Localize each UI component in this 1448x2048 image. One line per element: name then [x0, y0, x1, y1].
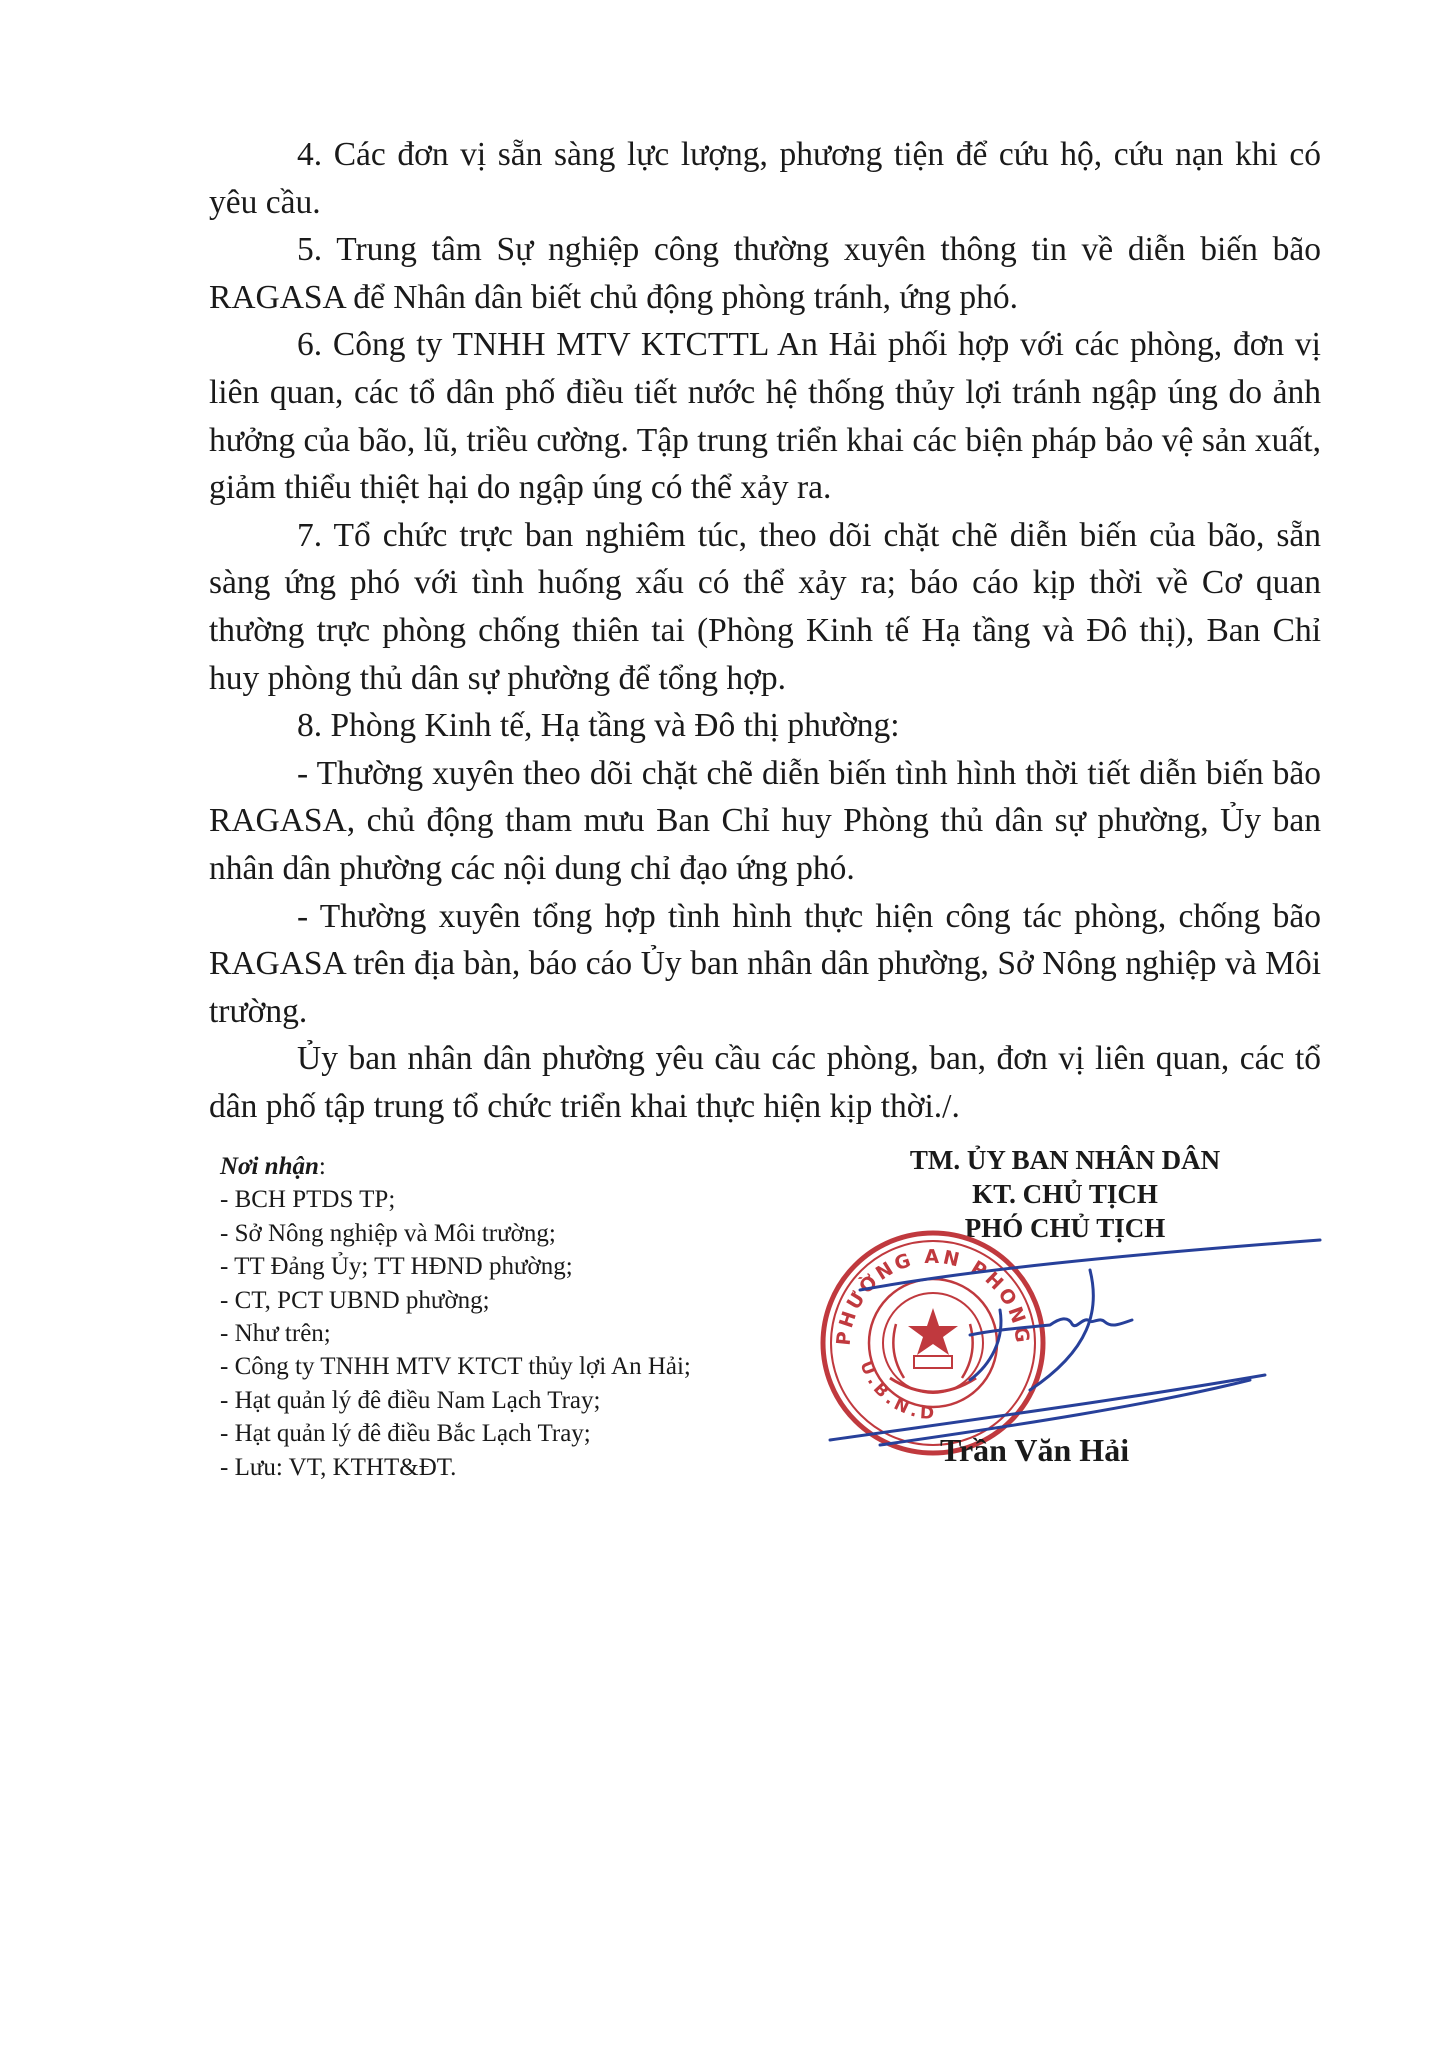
paragraph-item-6: 6. Công ty TNHH MTV KTCTTL An Hải phối hợp với các phòng, đơn vị liên quan, các tổ dân phố điều tiết nước hệ thống thủy lợi tránh ngập úng do ảnh hưởng của bão, lũ, triều cường. Tập trung triển khai các biện pháp bảo vệ sản xuất, giảm thiểu thiệt hại do ngập úng có thể xảy ra.: [209, 326, 1321, 507]
paragraph-item-5: 5. Trung tâm Sự nghiệp công thường xuyên thông tin về diễn biến bão RAGASA để Nhân dân biết chủ động phòng tránh, ứng phó.: [209, 231, 1321, 316]
recipient-item: - BCH PTDS TP;: [220, 1186, 396, 1214]
recipient-item: - CT, PCT UBND phường;: [220, 1286, 490, 1314]
closing-paragraph: Ủy ban nhân dân phường yêu cầu các phòng, ban, đơn vị liên quan, các tổ dân phố tập trung tổ chức triển khai thực hiện kịp thời./.: [209, 1040, 1321, 1125]
seal-text-bottom: U.B.N.D: [855, 1358, 939, 1425]
recipient-item: - Hạt quản lý đê điều Nam Lạch Tray;: [220, 1386, 601, 1414]
recipient-item: - Như trên;: [220, 1320, 331, 1348]
recipient-item: - Lưu: VT, KTHT&ĐT.: [220, 1453, 457, 1481]
recipient-item: - Công ty TNHH MTV KTCT thủy lợi An Hải;: [220, 1353, 691, 1381]
paragraph-item-8: 8. Phòng Kinh tế, Hạ tầng và Đô thị phường:: [297, 707, 900, 745]
recipients-heading-colon: :: [318, 1153, 326, 1180]
recipient-item: - Hạt quản lý đê điều Bắc Lạch Tray;: [220, 1420, 591, 1448]
recipients-list: [220, 1150, 860, 1484]
signature-title-line-3: PHÓ CHỦ TỊCH: [964, 1213, 1166, 1243]
paragraph-item-8-bullet-2: - Thường xuyên tổng hợp tình hình thực hiện công tác phòng, chống bão RAGASA trên địa bàn, báo cáo Ủy ban nhân dân phường, Sở Nông nghiệp và Môi trường.: [209, 897, 1321, 1030]
recipients-heading: Nơi nhận: [220, 1153, 319, 1180]
document-body: [209, 131, 1321, 1130]
handwritten-signature-icon: [820, 1230, 1330, 1460]
seal-text-top: PHƯỜNG AN PHONG: [832, 1245, 1034, 1347]
recipient-item: - TT Đảng Ủy; TT HĐND phường;: [220, 1253, 573, 1281]
paragraph-item-8-bullet-1: - Thường xuyên theo dõi chặt chẽ diễn biến tình hình thời tiết diễn biến bão RAGASA, chủ động tham mưu Ban Chỉ huy Phòng thủ dân sự phường, Ủy ban nhân dân phường các nội dung chỉ đạo ứng phó.: [209, 754, 1321, 887]
recipients-heading-line: [220, 1150, 860, 1183]
recipient-item: - Sở Nông nghiệp và Môi trường;: [220, 1219, 556, 1247]
paragraph-item-4: 4. Các đơn vị sẵn sàng lực lượng, phương tiện để cứu hộ, cứu nạn khi có yêu cầu.: [209, 136, 1321, 221]
paragraph-item-7: 7. Tổ chức trực ban nghiêm túc, theo dõi chặt chẽ diễn biến của bão, sẵn sàng ứng phó với tình huống xấu có thể xảy ra; báo cáo kịp thời về Cơ quan thường trực phòng chống thiên tai (Phòng Kinh tế Hạ tầng và Đô thị), Ban Chỉ huy phòng thủ dân sự phường để tổng hợp.: [209, 516, 1321, 697]
signer-name: Trần Văn Hải: [940, 1432, 1130, 1468]
signature-title-line-1: TM. ỦY BAN NHÂN DÂN: [909, 1145, 1221, 1175]
signature-title-line-2: KT. CHỦ TỊCH: [972, 1179, 1158, 1209]
